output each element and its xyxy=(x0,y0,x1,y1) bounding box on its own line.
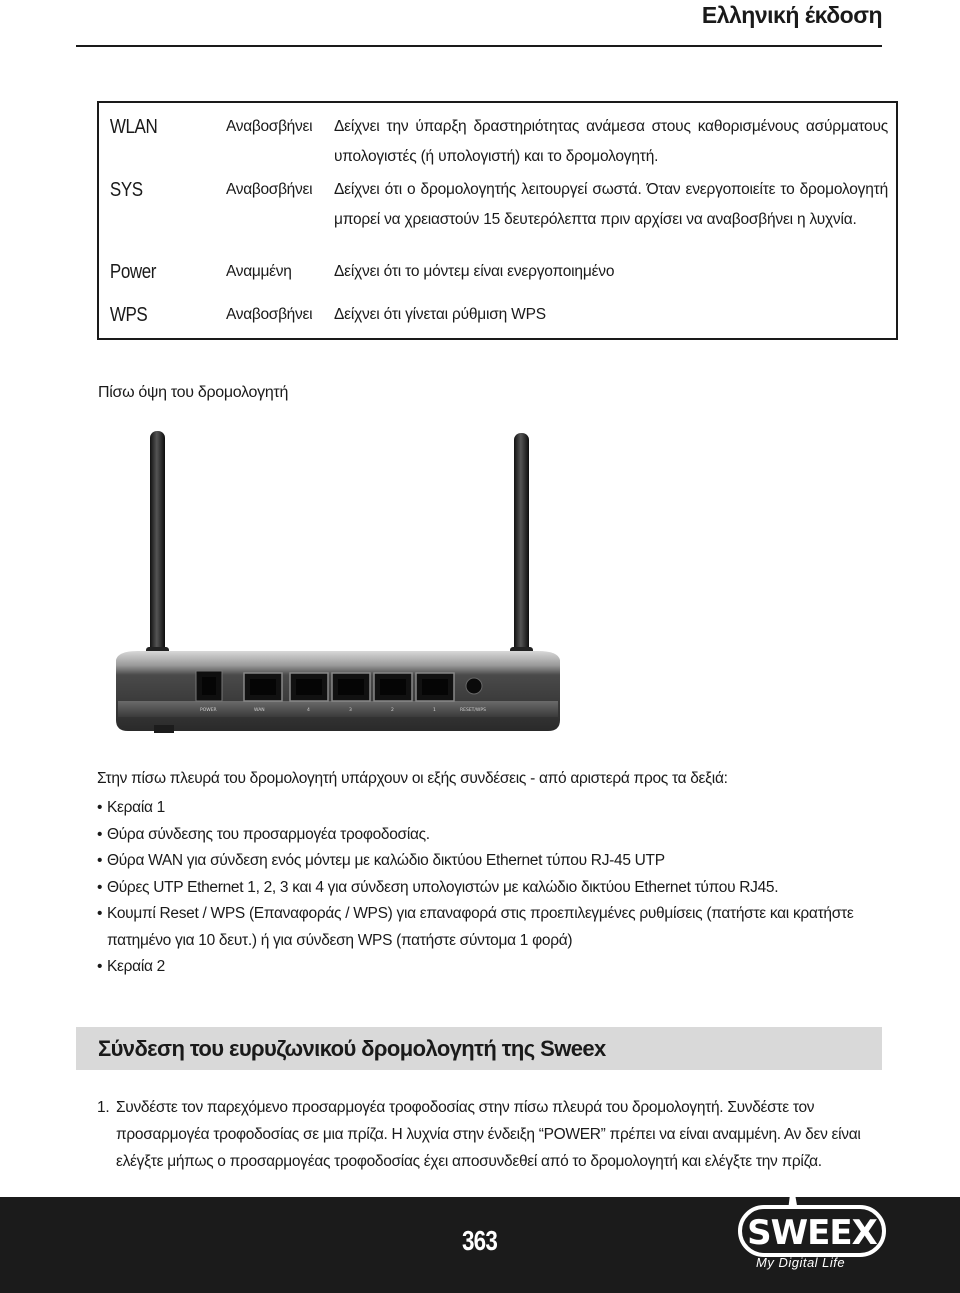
connections-list xyxy=(97,795,887,981)
table-row xyxy=(98,253,897,295)
led-description: Δείχνει ότι ο δρομολογητής λειτουργεί σωστά. Όταν ενεργοποιείτε το δρομολογητή μπορεί να χρειαστούν 15 δευτερόλεπτα πριν αρχίσει να αναβοσβήνει η λυχνία. xyxy=(334,181,888,228)
led-name: Power xyxy=(109,261,156,283)
wan-port xyxy=(244,673,282,701)
page-footer xyxy=(0,1197,960,1293)
sweex-logo xyxy=(734,1177,890,1293)
list-item xyxy=(97,822,887,849)
antenna-1 xyxy=(146,431,169,669)
led-description: Δείχνει την ύπαρξη δραστηριότητας ανάμεσα στους καθορισμένους ασύρματους υπολογιστές (ή υπολογιστή) και το δρομολογητή. xyxy=(334,118,888,165)
led-state: Αναβοσβήνει xyxy=(226,118,313,135)
svg-text:SWEEX: SWEEX xyxy=(747,1213,877,1253)
port-label: 1 xyxy=(433,708,436,713)
list-item xyxy=(97,901,887,954)
bullet: • xyxy=(97,852,103,869)
list-item-text: Κουμπί Reset / WPS (Επαναφοράς / WPS) για επαναφορά στις προεπιλεγμένες ρυθμίσεις (πατήστε και κρατήστε πατημένο για 10 δευτ.) ή για σύνδεση WPS (πατήστε σύντομα 1 φορά) xyxy=(107,905,854,949)
bullet: • xyxy=(97,905,103,922)
list-item xyxy=(97,875,887,902)
port-label: 3 xyxy=(349,708,352,713)
list-item-text: Θύρα WAN για σύνδεση ενός μόντεμ με καλώδιο δικτύου Ethernet τύπου RJ-45 UTP xyxy=(107,852,665,869)
led-state: Αναμμένη xyxy=(226,263,292,280)
bullet: • xyxy=(97,825,103,843)
back-view-caption: Πίσω όψη του δρομολογητή xyxy=(98,384,289,401)
bullet: • xyxy=(97,799,103,816)
power-port xyxy=(196,671,222,701)
led-name: WLAN xyxy=(109,116,158,138)
lan-port-1 xyxy=(416,673,454,701)
header-title: Ελληνική έκδοση xyxy=(701,2,882,28)
led-name: WPS xyxy=(109,304,148,326)
led-state: Αναβοσβήνει xyxy=(226,306,313,323)
step-item xyxy=(97,1094,887,1175)
list-item-text: Θύρα σύνδεσης του προσαρμογέα τροφοδοσίας. xyxy=(107,825,430,843)
step-text: Συνδέστε τον παρεχόμενο προσαρμογέα τροφοδοσίας στην πίσω πλευρά του δρομολογητή. Συνδέστε τον προσαρμογέα τροφοδοσίας σε μια πρίζα. Η λυχνία στην ένδειξη “POWER” πρέπει να είναι αναμμένη. Αν δεν είναι ελέγξτε μήπως ο προσαρμογέας τροφοδοσίας έχει αποσυνδεθεί από το δρομολογητή και ελέγξτε την πρίζα. xyxy=(116,1099,861,1170)
router-back-photo xyxy=(108,425,568,741)
section-heading-bar xyxy=(76,1027,882,1070)
lan-port-4 xyxy=(290,673,328,701)
lan-port-2 xyxy=(374,673,412,701)
led-name: SYS xyxy=(109,179,143,201)
led-status-table xyxy=(97,101,898,340)
header-divider xyxy=(76,45,882,47)
connections-intro: Στην πίσω πλευρά του δρομολογητή υπάρχουν οι εξής συνδέσεις - από αριστερά προς τα δεξιά: xyxy=(97,770,728,787)
reset-wps-button xyxy=(466,678,482,694)
led-description: Δείχνει ότι γίνεται ρύθμιση WPS xyxy=(334,306,546,323)
list-item-text: Κεραία 2 xyxy=(107,958,165,975)
list-item-text: Θύρες UTP Ethernet 1, 2, 3 και 4 για σύνδεση υπολογιστών με καλώδιο δικτύου Ethernet τύπου RJ45. xyxy=(107,878,779,896)
bullet: • xyxy=(97,958,103,975)
led-description: Δείχνει ότι το μόντεμ είναι ενεργοποιημένο xyxy=(334,263,615,280)
table-row xyxy=(98,295,897,339)
list-item-text: Κεραία 1 xyxy=(107,799,165,816)
antenna-2 xyxy=(510,433,533,669)
port-label: POWER xyxy=(200,708,217,713)
step-number: 1. xyxy=(97,1099,110,1116)
port-label: 4 xyxy=(307,708,310,713)
port-label: RESET/WPS xyxy=(460,708,486,713)
lan-port-3 xyxy=(332,673,370,701)
list-item xyxy=(97,954,887,981)
port-label: 2 xyxy=(391,708,394,713)
bullet: • xyxy=(97,878,103,896)
page-number: 363 xyxy=(462,1225,497,1256)
table-row xyxy=(98,172,897,253)
port-label: WAN xyxy=(254,708,265,713)
section-title: Σύνδεση του ευρυζωνικού δρομολογητή της Sweex xyxy=(98,1036,606,1061)
list-item xyxy=(97,848,887,875)
led-state: Αναβοσβήνει xyxy=(226,181,313,198)
logo-tagline: My Digital Life xyxy=(756,1255,846,1270)
table-row xyxy=(98,102,897,172)
list-item xyxy=(97,795,887,822)
